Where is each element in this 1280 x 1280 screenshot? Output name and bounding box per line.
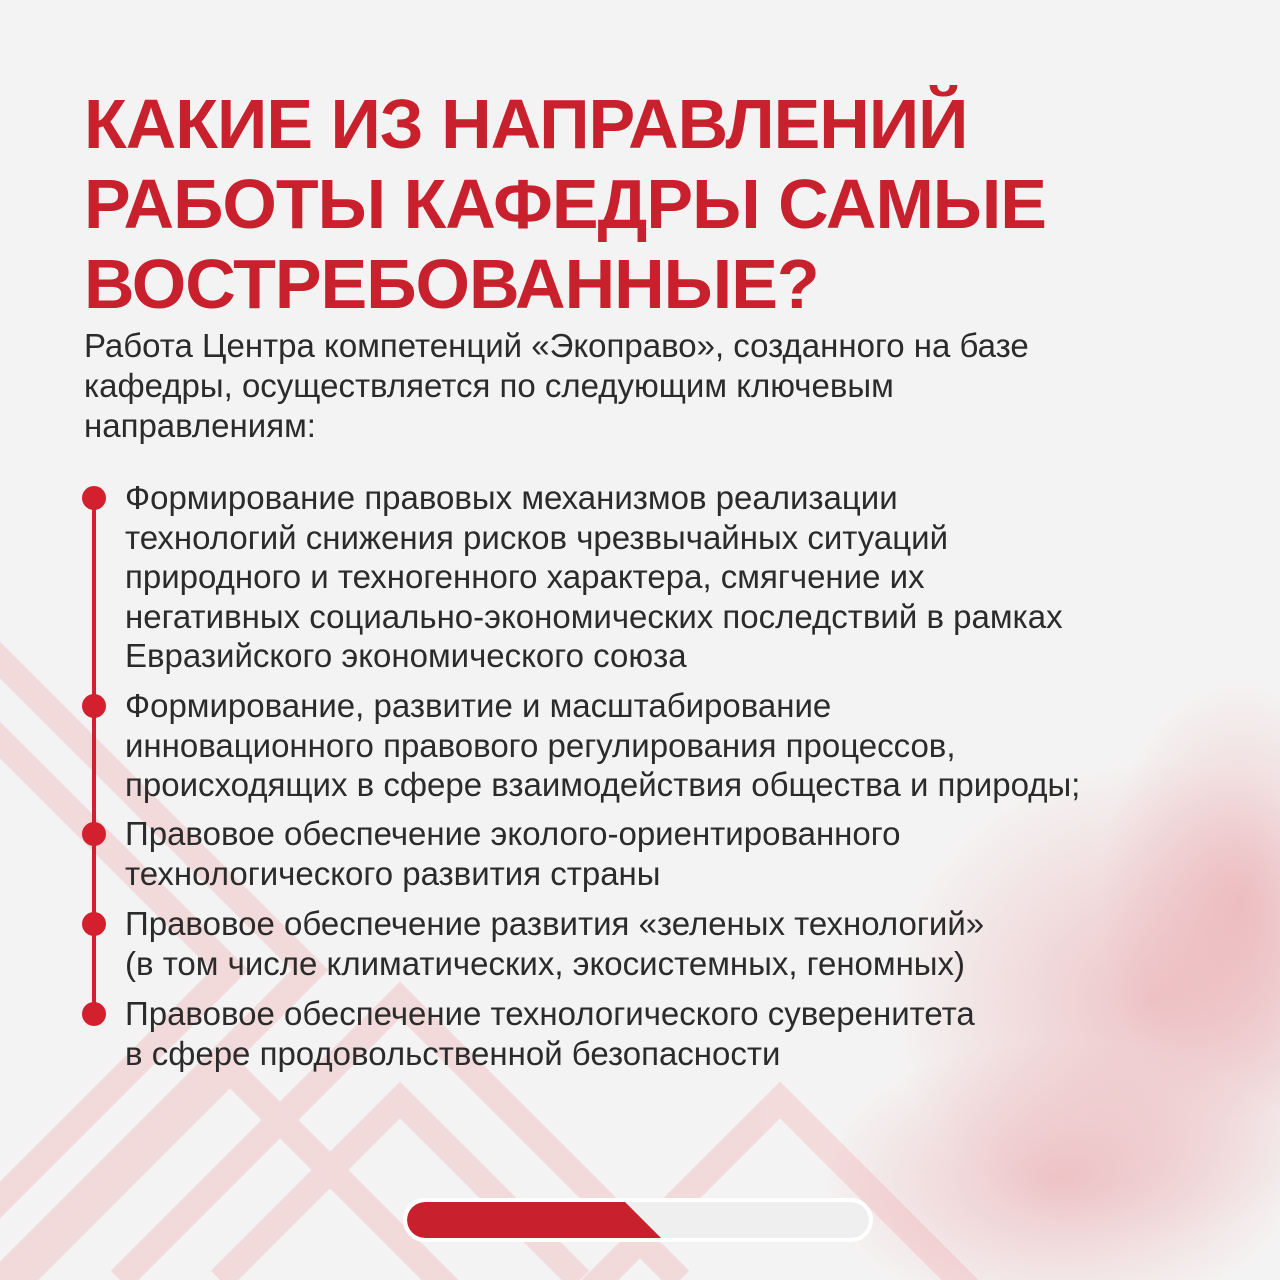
list-item: Правовое обеспечение технологического суверенитета в сфере продовольственной безопасности [125,995,975,1072]
list-item: Формирование правовых механизмов реализации технологий снижения рисков чрезвычайных ситуаций природного и техногенного характера, смягчение их негативных социально-экономических последствий в рамках Евразийского экономического союза [125,479,1063,674]
bullet-dot-icon [82,822,106,846]
list-item: Правовое обеспечение эколого-ориентированного технологического развития страны [125,815,901,892]
list-item: Формирование, развитие и масштабирование инновационного правового регулирования процессов, происходящих в сфере взаимодействия общества и природы; [125,687,1081,803]
title-line: ВОСТРЕБОВАННЫЕ? [84,245,819,323]
title-line: КАКИЕ ИЗ НАПРАВЛЕНИЙ [84,85,968,163]
intro-line: кафедры, осуществляется по следующим ключевым [84,367,894,404]
bullet-dot-icon [82,912,106,936]
progress-bar-fill [407,1202,661,1238]
intro-line: направлениям: [84,407,316,444]
bullet-dot-icon [82,1002,106,1026]
progress-bar [403,1198,873,1242]
intro-line: Работа Центра компетенций «Экоправо», созданного на базе [84,327,1029,364]
bullet-dot-icon [82,486,106,510]
list-item: Правовое обеспечение развития «зеленых технологий» (в том числе климатических, экосистемных, геномных) [125,905,985,982]
bullet-dot-icon [82,694,106,718]
title-line: РАБОТЫ КАФЕДРЫ САМЫЕ [84,165,1046,243]
